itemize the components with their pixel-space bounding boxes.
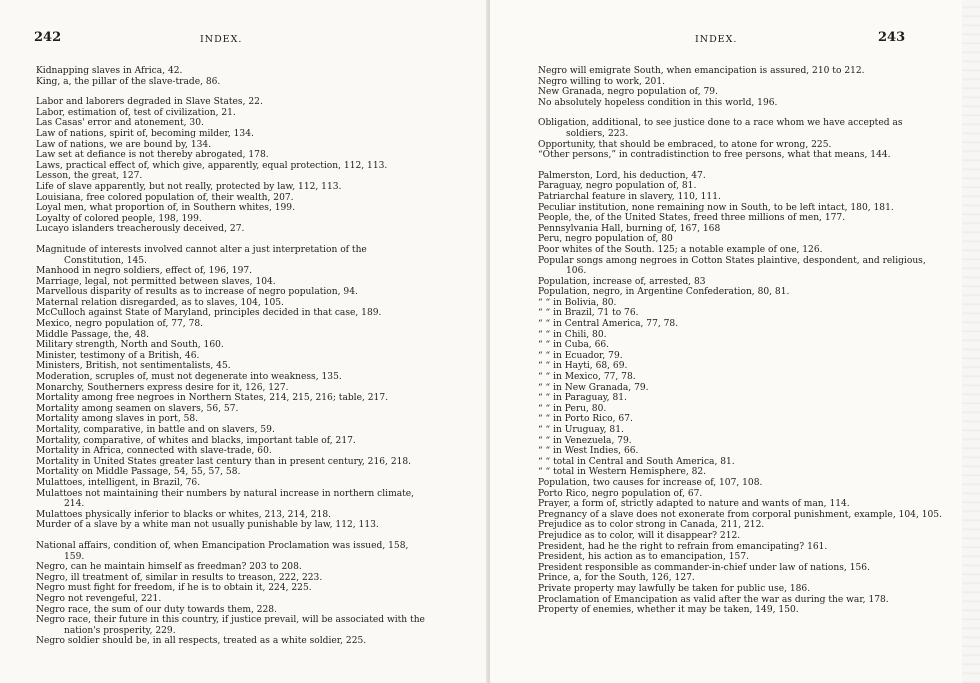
index-entry: “ “ in Venezuela, 79.	[538, 435, 632, 446]
index-entry: Private property may lawfully be taken for public use, 186.	[538, 583, 811, 594]
index-entry: Mortality, comparative, of whites and blacks, important table of, 217.	[36, 435, 356, 446]
index-entry: Peculiar institution, none remaining now in South, to be left intact, 180, 181.	[538, 202, 894, 213]
index-entry: Minister, testimony of a British, 46.	[36, 350, 200, 361]
left-index-entries	[36, 66, 428, 647]
index-entry: Laws, practical effect of, which give, apparently, equal protection, 112, 113.	[36, 160, 388, 171]
index-entry: “ “ total in Central and South America, 81.	[538, 456, 735, 467]
index-entry: New Granada, negro population of, 79.	[538, 87, 718, 98]
index-entry: Mortality in United States greater last century than in present century, 216, 218.	[36, 456, 412, 467]
index-entry: Negro race, the sum of our duty towards them, 228.	[36, 604, 277, 615]
index-entry: Prejudice as to color strong in Canada, 211, 212.	[538, 520, 765, 531]
index-entry: Negro not revengeful, 221.	[36, 593, 162, 604]
index-entry: Law of nations, we are bound by, 134.	[36, 139, 212, 150]
index-entry: National affairs, condition of, when Emancipation Proclamation was issued, 158, 159.	[36, 540, 409, 562]
index-entry: McCulloch against State of Maryland, principles decided in that case, 189.	[36, 308, 382, 319]
left-page-number: 242	[34, 30, 62, 45]
index-entry: Labor, estimation of, test of civilization, 21.	[36, 107, 236, 118]
index-entry: Marvellous disparity of results as to increase of negro population, 94.	[36, 287, 358, 298]
index-entry: “ “ in Mexico, 77, 78.	[538, 372, 636, 383]
right-page-number: 243	[878, 30, 906, 45]
index-entry: Ministers, British, not sentimentalists, 45.	[36, 361, 231, 372]
index-entry: Mortality among slaves in port, 58.	[36, 414, 199, 425]
index-entry: Life of slave apparently, but not really, protected by law, 112, 113.	[36, 181, 342, 192]
index-entry: Loyalty of colored people, 198, 199.	[36, 213, 202, 224]
index-entry: Negro, ill treatment of, similar in results to treason, 222, 223.	[36, 572, 323, 583]
index-entry: Opportunity, that should be embraced, to atone for wrong, 225.	[538, 139, 832, 150]
index-entry: President, his action as to emancipation, 157.	[538, 552, 749, 563]
index-entry: Magnitude of interests involved cannot alter a just interpretation of the Constitution, 145.	[36, 244, 367, 266]
left-running-head: INDEX.	[200, 34, 243, 45]
index-entry: Negro willing to work, 201.	[538, 76, 666, 87]
index-entry: Labor and laborers degraded in Slave States, 22.	[36, 97, 263, 108]
index-entry: Negro soldier should be, in all respects, treated as a white soldier, 225.	[36, 636, 367, 647]
index-entry: President responsible as commander-in-chief under law of nations, 156.	[538, 562, 870, 573]
index-entry: Negro race, their future in this country, if justice prevail, will be associated with the nation's prosperity, 229.	[36, 615, 425, 636]
index-entry: King, a, the pillar of the slave-trade, 86.	[36, 76, 221, 87]
right-running-head: INDEX.	[695, 34, 738, 45]
index-entry: Louisiana, free colored population of, their wealth, 207.	[36, 192, 294, 203]
index-entry: Mexico, negro population of, 77, 78.	[36, 319, 204, 330]
index-entry: “ “ in West Indies, 66.	[538, 446, 639, 457]
right-page	[490, 0, 980, 683]
index-entry: “ “ in New Granada, 79.	[538, 382, 649, 393]
index-entry: “ “ in Bolivia, 80.	[538, 297, 617, 308]
index-entry: Population, two causes for increase of, 107, 108.	[538, 477, 763, 488]
index-entry: Paraguay, negro population of, 81.	[538, 181, 697, 192]
index-entry: Maternal relation disregarded, as to slaves, 104, 105.	[36, 297, 284, 308]
index-entry: Proclamation of Emancipation as valid after the war as during the war, 178.	[538, 594, 889, 605]
index-entry: President, had he the right to refrain from emancipating? 161.	[538, 541, 828, 552]
index-entry: “ “ total in Western Hemisphere, 82.	[538, 467, 707, 478]
index-entry: Loyal men, what proportion of, in Southern whites, 199.	[36, 203, 295, 214]
index-entry: Moderation, scruples of, must not degenerate into weakness, 135.	[36, 372, 342, 383]
index-entry: “ “ in Central America, 77, 78.	[538, 319, 679, 330]
index-entry: Negro must fight for freedom, if he is to obtain it, 224, 225.	[36, 583, 312, 594]
index-entry: Population, negro, in Argentine Confederation, 80, 81.	[538, 287, 790, 298]
right-index-entries	[538, 66, 942, 616]
index-entry: Mulattoes, intelligent, in Brazil, 76.	[36, 477, 201, 488]
index-entry: Pennsylvania Hall, burning of, 167, 168	[538, 223, 721, 234]
index-entry: “ “ in Brazil, 71 to 76.	[538, 308, 639, 319]
index-entry: Pregnancy of a slave does not exonerate from corporal punishment, example, 104, 105.	[538, 509, 942, 520]
index-entry: Las Casas' error and atonement, 30.	[36, 118, 204, 129]
index-entry: “ “ in Hayti, 68, 69.	[538, 361, 628, 372]
index-entry: Prince, a, for the South, 126, 127.	[538, 573, 695, 584]
index-entry: Population, increase of, arrested, 83	[538, 276, 706, 287]
index-entry: Popular songs among negroes in Cotton States plaintive, despondent, and religious, 106.	[538, 255, 926, 277]
index-entry: Lesson, the great, 127.	[36, 171, 143, 182]
index-entry: “ “ in Uruguay, 81.	[538, 425, 624, 435]
index-entry: Poor whites of the South. 125; a notable example of one, 126.	[538, 244, 823, 255]
index-entry: Palmerston, Lord, his deduction, 47.	[538, 170, 706, 181]
index-entry: Prejudice as to color, will it disappear? 212.	[538, 530, 741, 541]
index-entry: “ “ in Paraguay, 81.	[538, 393, 627, 404]
index-entry: Mulattoes physically inferior to blacks or whites, 213, 214, 218.	[36, 509, 332, 520]
index-entry: Negro will emigrate South, when emancipation is assured, 210 to 212.	[538, 66, 865, 76]
index-entry: “ “ in Cuba, 66.	[538, 340, 610, 351]
index-entry: Law of nations, spirit of, becoming milder, 134.	[36, 128, 254, 139]
index-entry: Murder of a slave by a white man not usually punishable by law, 112, 113.	[36, 520, 379, 531]
index-entry: No absolutely hopeless condition in this world, 196.	[538, 97, 778, 108]
index-entry: “ “ in Peru, 80.	[538, 403, 607, 414]
index-entry: Negro, can he maintain himself as freedman? 203 to 208.	[36, 562, 302, 573]
index-entry: “ “ in Chili, 80.	[538, 329, 607, 340]
index-entry: Marriage, legal, not permitted between slaves, 104.	[36, 276, 276, 287]
index-entry: Patriarchal feature in slavery, 110, 111.	[538, 191, 721, 202]
index-entry: Mortality in Africa, connected with slave-trade, 60.	[36, 446, 272, 457]
index-entry: “ “ in Porto Rico, 67.	[538, 414, 633, 425]
index-entry: Mulattoes not maintaining their numbers by natural increase in northern climate, 214.	[36, 488, 415, 510]
index-entry: “Other persons,” in contradistinction to free persons, what that means, 144.	[538, 150, 891, 161]
page-edge-marks	[962, 0, 980, 683]
index-entry: Monarchy, Southerners express desire for it, 126, 127.	[36, 382, 289, 393]
index-entry: Law set at defiance is not thereby abrogated, 178.	[36, 150, 269, 161]
index-entry: People, the, of the United States, freed three millions of men, 177.	[538, 213, 846, 224]
index-entry: Obligation, additional, to see justice done to a race whom we have accepted as soldiers, 223.	[538, 118, 903, 139]
index-entry: Mortality among free negroes in Northern States, 214, 215, 216; table, 217.	[36, 393, 389, 404]
index-entry: Prayer, a form of, strictly adapted to nature and wants of man, 114.	[538, 499, 850, 510]
index-entry: Lucayo islanders treacherously deceived, 27.	[36, 224, 245, 235]
index-entry: Property of enemies, whether it may be taken, 149, 150.	[538, 605, 799, 616]
index-entry: Mortality on Middle Passage, 54, 55, 57, 58.	[36, 467, 241, 478]
index-entry: Kidnapping slaves in Africa, 42.	[36, 66, 183, 76]
index-entry: Mortality, comparative, in battle and on slavers, 59.	[36, 425, 275, 435]
index-entry: Mortality among seamen on slavers, 56, 57.	[36, 403, 239, 414]
index-entry: Manhood in negro soldiers, effect of, 196, 197.	[36, 266, 253, 277]
index-entry: Peru, negro population of, 80	[538, 234, 673, 245]
index-entry: Middle Passage, the, 48.	[36, 329, 150, 340]
index-entry: “ “ in Ecuador, 79.	[538, 350, 623, 361]
index-entry: Military strength, North and South, 160.	[36, 340, 224, 351]
index-entry: Porto Rico, negro population of, 67.	[538, 488, 703, 499]
